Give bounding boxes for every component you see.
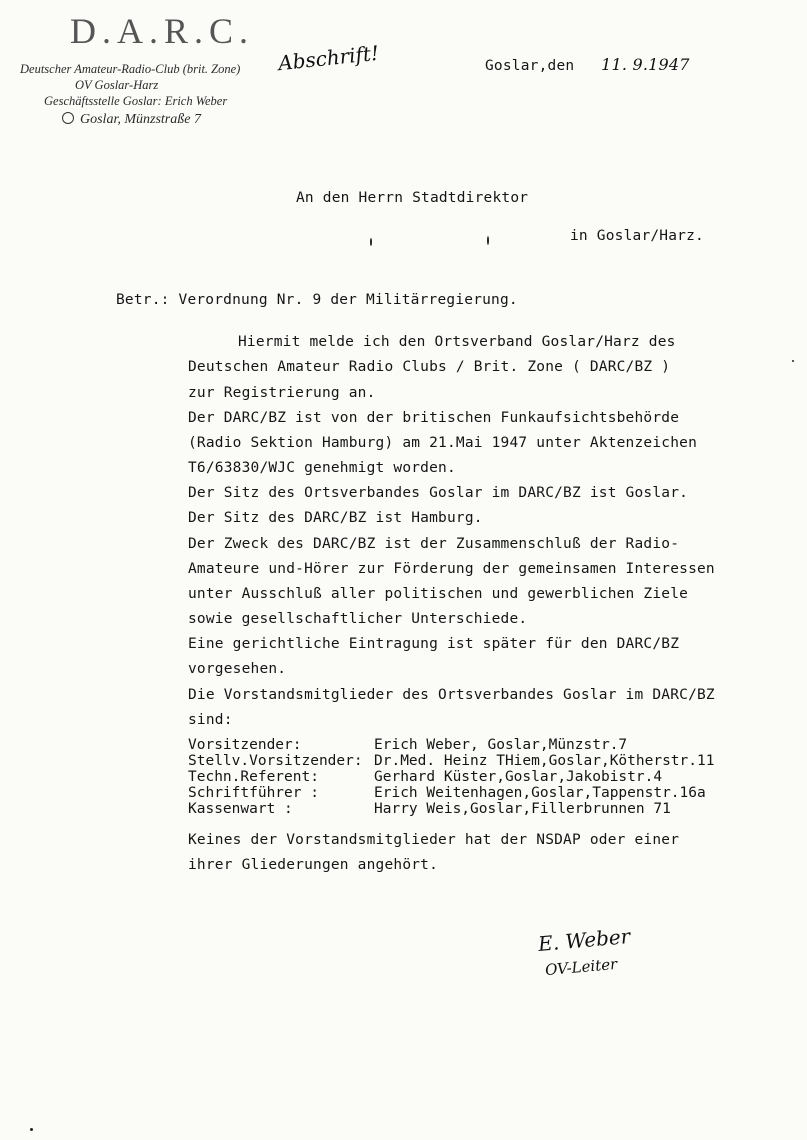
body-line: sind: (188, 712, 233, 728)
letterhead-club-name: Deutscher Amateur-Radio-Club (brit. Zone) (20, 62, 241, 76)
signature: E. Weber (537, 924, 632, 956)
recipient-line-1: An den Herrn Stadtdirektor (296, 190, 529, 206)
board-row (188, 737, 627, 753)
handwritten-abschrift: Abschrift! (277, 40, 381, 76)
subject-line: Betr.: Verordnung Nr. 9 der Militärregierung. (116, 292, 518, 308)
board-row (188, 801, 671, 817)
body-line: Der DARC/BZ ist von der britischen Funkaufsichtsbehörde (188, 410, 680, 426)
circle-icon (62, 112, 74, 124)
body-line: (Radio Sektion Hamburg) am 21.Mai 1947 unter Aktenzeichen (188, 435, 697, 451)
body-line: Eine gerichtliche Eintragung ist später für den DARC/BZ (188, 636, 680, 652)
body-line: Amateure und-Hörer zur Förderung der gemeinsamen Interessen (188, 561, 715, 577)
body-line: vorgesehen. (188, 661, 287, 677)
body-line: zur Registrierung an. (188, 385, 376, 401)
board-person: Dr.Med. Heinz THiem,Goslar,Kötherstr.11 (374, 753, 715, 769)
body-line: sowie gesellschaftlicher Unterschiede. (188, 611, 528, 627)
date-handwritten: 11. 9.1947 (601, 55, 690, 74)
scan-speck (792, 360, 794, 362)
board-row (188, 785, 706, 801)
body-line: Der Zweck des DARC/BZ ist der Zusammenschluß der Radio- (188, 536, 680, 552)
body-line: Der Sitz des Ortsverbandes Goslar im DARC/BZ ist Goslar. (188, 485, 689, 501)
body-line: Deutschen Amateur Radio Clubs / Brit. Zone ( DARC/BZ ) (188, 359, 671, 375)
closing-line: Keines der Vorstandsmitglieder hat der NSDAP oder einer (188, 832, 680, 848)
board-person: Gerhard Küster,Goslar,Jakobistr.4 (374, 769, 663, 785)
board-role: Techn.Referent: (188, 769, 319, 785)
body-line: Hiermit melde ich den Ortsverband Goslar/Harz des (238, 334, 676, 350)
place-date: Goslar,den 11. 9.1947 (485, 55, 690, 74)
board-role: Schriftführer : (188, 785, 319, 801)
board-role: Stellv.Vorsitzender: (188, 753, 363, 769)
body-line: T6/63830/WJC genehmigt worden. (188, 460, 456, 476)
board-row (188, 769, 662, 785)
board-row (188, 753, 714, 769)
body-line: unter Ausschluß aller politischen und gewerblichen Ziele (188, 586, 689, 602)
letterhead-ov: OV Goslar-Harz (75, 78, 159, 92)
darc-logo: D.A.R.C. (70, 11, 255, 51)
board-person: Erich Weitenhagen,Goslar,Tappenstr.16a (374, 785, 706, 801)
scan-speck (487, 236, 489, 245)
recipient-line-2: in Goslar/Harz. (570, 228, 704, 244)
closing-line: ihrer Gliederungen angehört. (188, 857, 439, 873)
board-person: Harry Weis,Goslar,Fillerbrunnen 71 (374, 801, 671, 817)
scan-speck (370, 238, 372, 246)
board-role: Vorsitzender: (188, 737, 302, 753)
body-line: Der Sitz des DARC/BZ ist Hamburg. (188, 510, 483, 526)
scan-speck (30, 1128, 33, 1131)
board-person: Erich Weber, Goslar,Münzstr.7 (374, 737, 628, 753)
letterhead-address: Goslar, Münzstraße 7 (62, 112, 201, 128)
body-line: Die Vorstandsmitglieder des Ortsverbandes Goslar im DARC/BZ (188, 687, 715, 703)
letterhead-office: Geschäftsstelle Goslar: Erich Weber (44, 94, 228, 108)
board-role: Kassenwart : (188, 801, 293, 817)
signature-title: OV-Leiter (544, 954, 618, 980)
